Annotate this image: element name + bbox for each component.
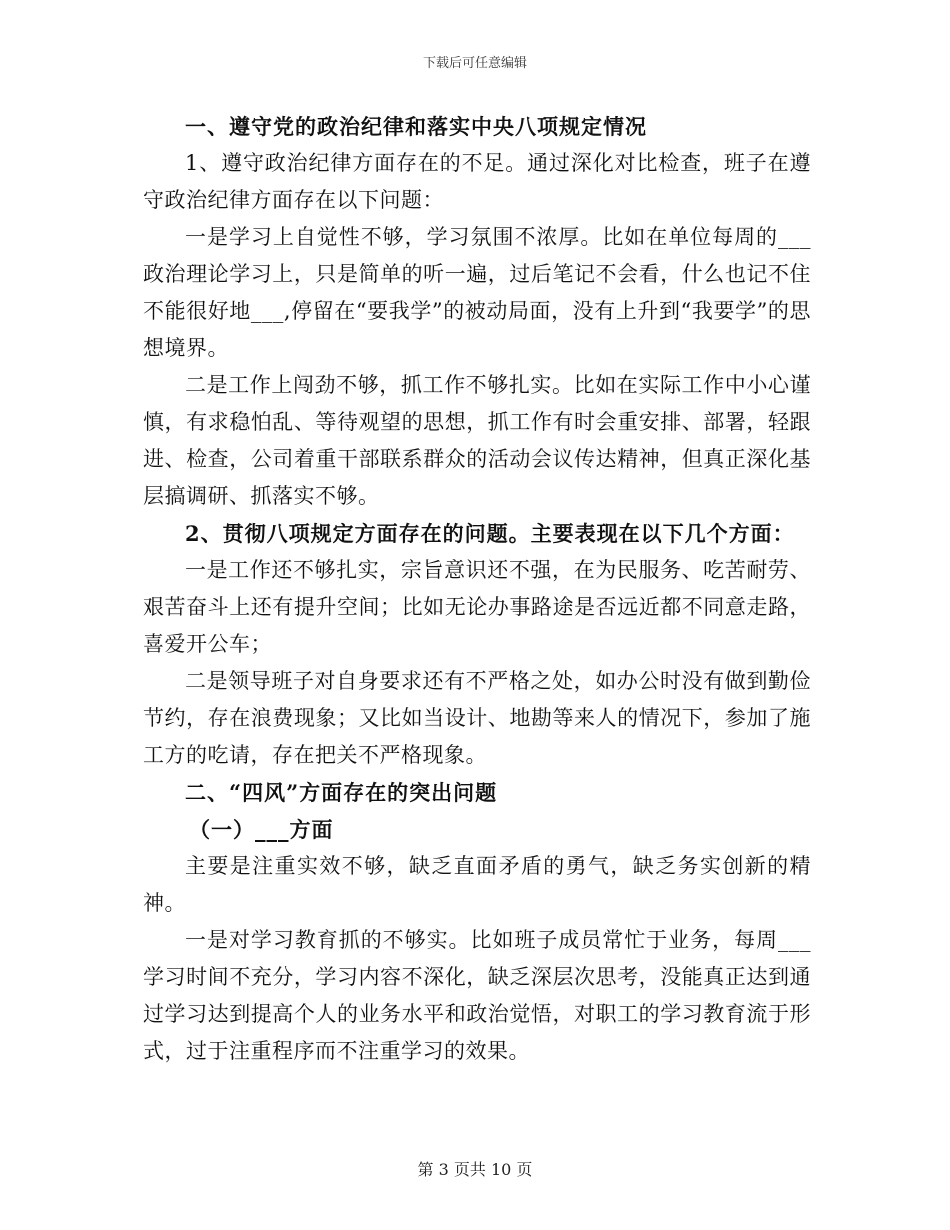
paragraph: 一是工作还不够扎实，宗旨意识还不强，在为民服务、吃苦耐劳、艰苦奋斗上还有提升空间；比如无论办事路途是否远近都不同意走路，喜爱开公车； [143,558,811,656]
section-heading-1: 一、遵守党的政治纪律和落实中央八项规定情况 [185,114,647,139]
paragraph: 一是对学习教育抓的不够实。比如班子成员常忙于业务，每周___学习时间不充分，学习内容不深化，缺乏深层次思考，没能真正达到通过学习达到提高个人的业务水平和政治觉悟，对职工的学习教育流于形式，过于注重程序而不注重学习的效果。 [143,928,811,1063]
paragraph: 二是领导班子对自身要求还有不严格之处，如办公时没有做到勤俭节约，存在浪费现象；又比如当设计、地勘等来人的情况下，参加了施工方的吃请，存在把关不严格现象。 [143,669,811,767]
paragraph: 一是学习上自觉性不够，学习氛围不浓厚。比如在单位每周的___政治理论学习上，只是简单的听一遍，过后笔记不会看，什么也记不住不能很好地___,停留在“要我学”的被动局面，没有上升到“我要学”的思想境界。 [143,225,811,360]
paragraph: 1、遵守政治纪律方面存在的不足。通过深化对比检查，班子在遵守政治纪律方面存在以下问题： [143,151,811,212]
document-body [143,108,811,1070]
paragraph: 二是工作上闯劲不够，抓工作不够扎实。比如在实际工作中小心谨慎，有求稳怕乱、等待观望的思想，抓工作有时会重安排、部署，轻跟进、检查，公司着重干部联系群众的活动会议传达精神，但真正深化基层搞调研、抓落实不够。 [143,373,811,508]
page-number-footer: 第 3 页共 10 页 [417,1160,533,1179]
subsection-heading-aspect: （一）___方面 [189,817,334,842]
section-heading-2: 二、“四风”方面存在的突出问题 [185,780,498,805]
paragraph: 主要是注重实效不够，缺乏直面矛盾的勇气，缺乏务实创新的精神。 [143,854,811,915]
page-header: 下载后可任意编辑 [422,56,527,71]
subsection-heading-2: 2、贯彻八项规定方面存在的问题。主要表现在以下几个方面： [185,521,795,546]
